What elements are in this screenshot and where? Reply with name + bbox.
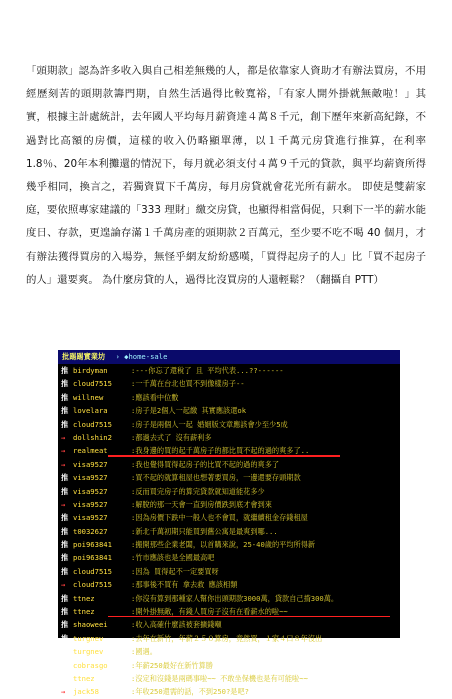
article-text [26, 60, 426, 292]
push-message: :因為房價下跌中一般人也不會買，就繼續租金存錢租屋 [131, 513, 308, 523]
push-row [58, 471, 400, 484]
push-user: dollshin2 [73, 432, 112, 442]
push-message: :搬開那些企業老闆，以首購來說，25-40歲的平均所得新 [131, 540, 316, 550]
push-message: :那事後不買有 拿去救 應該相類 [131, 580, 238, 590]
push-user: visa9527 [73, 473, 108, 483]
push-user: visa9527 [73, 513, 108, 523]
push-tag: 推 [61, 513, 69, 523]
push-tag: 推 [61, 593, 69, 603]
push-user: cloud7515 [73, 379, 112, 389]
push-list [58, 364, 400, 699]
push-tag: 推 [61, 379, 69, 389]
push-message: :我也覺得買得起房子的比買不起的過的爽多了 [131, 459, 280, 469]
push-user: poi963841 [73, 540, 112, 550]
push-row [58, 578, 400, 591]
push-row [58, 551, 400, 564]
push-tag: 推 [61, 406, 69, 416]
push-user: visa9527 [73, 486, 108, 496]
push-message: :房子是2個人一起繳 其實應該還ok [131, 406, 247, 416]
push-user: lovelara [73, 406, 108, 416]
push-row [58, 525, 400, 538]
push-message: :國遇。 [131, 647, 157, 657]
push-row [58, 485, 400, 498]
push-row [58, 632, 400, 645]
push-tag: 推 [61, 647, 69, 657]
push-tag: 推 [61, 607, 69, 617]
article-paragraph: 「頭期款」認為許多收入與自己相差無幾的人，都是依靠家人資助才有辦法買房，不用經歷刻苦的頭期款籌門期，自然生活過得比較寬裕，「有家人開外掛就無敵啦！」其實，根據主計處統計，去年國人平均每月薪資達４萬８千元，創下歷年來新高紀錄，不過對比高額的房價，這樣的收入仍略顯單薄，以１千萬元房貸進行推算，在利率1.8％、20年本利攤還的情況下，每月就必須支付４萬９千元的貸款，與平均薪資所得幾乎相同，換言之，若獨資買下千萬房，每月房貸就會花光所有薪水。 即使是雙薪家庭，要依照專家建議的「333 理財」繳交房貸，也顯得相當侷促，只剩下一半的薪水能度日、存款，更遑論存滿１千萬房產的頭期款２百萬元，至少要不吃不喝 40 個月，才有辦法獲得買房的入場券，無怪乎網友紛紛感嘆，「買得起房子的人」比「買不起房子的人」還要爽。 為什麼房貸的人，過得比沒買房的人還輕鬆？（翻攝自 PTT） [26, 65, 426, 286]
push-tag: → [61, 687, 66, 697]
push-message: :買不起的就算租屋也想著要買房，一邊還要存頭期款 [131, 473, 301, 483]
push-message: :我身邊的買的起千萬房子的都比買不起的過的爽多了.. [131, 446, 310, 456]
ptt-screenshot [58, 350, 400, 697]
push-user: cloud7515 [73, 566, 112, 576]
push-tag: 推 [61, 620, 69, 630]
push-user: cloud7515 [73, 419, 112, 429]
push-tag: 推 [61, 419, 69, 429]
push-user: cloud7515 [73, 580, 112, 590]
push-message: :因為 買得起不一定要買呀 [131, 566, 219, 576]
push-row [58, 458, 400, 471]
push-message: :去年在新竹，年薪２５０算房，竟然買，１家４口８年沒出 [131, 633, 323, 643]
push-user: turgnev [73, 633, 104, 643]
push-row [58, 538, 400, 551]
push-row [58, 685, 400, 698]
push-user: ttnez [73, 607, 95, 617]
push-user: cobrasgo [73, 660, 108, 670]
push-row [58, 404, 400, 417]
push-message: :---你忘了還稅了 且 平均代表...??------ [131, 366, 284, 375]
push-user: willnew [73, 392, 104, 402]
push-user: poi963841 [73, 553, 112, 563]
push-user: visa9527 [73, 499, 108, 509]
push-message: :應該看中位數 [131, 392, 179, 402]
push-tag: → [61, 459, 66, 469]
push-tag: 推 [61, 366, 69, 375]
push-user: realmeat [73, 446, 108, 456]
push-row [58, 672, 400, 685]
push-tag: 推 [61, 566, 69, 576]
push-message: :開外掛無敵，有錢人買房子沒有在看薪水的啦~~ [131, 607, 288, 617]
push-message: :竹市應該也是全國最高吧 [131, 553, 215, 563]
push-row [58, 511, 400, 524]
push-row [58, 418, 400, 431]
push-row [58, 605, 400, 618]
push-message: :反而買完房子的算完貸款就知道能花多少 [131, 486, 265, 496]
push-row [58, 498, 400, 511]
push-user: shaoweei [73, 620, 108, 630]
push-user: ttnez [73, 673, 95, 683]
push-user: birdyman [73, 366, 108, 375]
push-message: :一千萬在台北也買不到像樣房子-- [131, 379, 245, 389]
ptt-board-path: › ◆home-sale [115, 352, 168, 361]
push-row [58, 618, 400, 631]
push-row [58, 592, 400, 605]
push-row [58, 659, 400, 672]
push-message: :解脫的那一天會一直到房價跌到底才會到來 [131, 499, 272, 509]
ptt-header [58, 350, 400, 364]
push-tag: 推 [61, 633, 69, 643]
push-user: turgnev [73, 647, 104, 657]
push-tag: 推 [61, 473, 69, 483]
ptt-board-name: 批踢踢實業坊 [62, 352, 106, 361]
push-row [58, 565, 400, 578]
push-row [58, 645, 400, 658]
push-tag: → [61, 499, 66, 509]
push-message: :都過去式了 沒有薪利多 [131, 432, 212, 442]
push-row [58, 431, 400, 444]
push-message: :年薪250最好在新竹算勝 [131, 660, 213, 670]
push-tag: 推 [61, 660, 69, 670]
push-message: :收入高確什麼該被套擴錢噸 [131, 620, 222, 630]
push-tag: → [61, 580, 66, 590]
push-tag: 推 [61, 553, 69, 563]
push-tag: 推 [61, 673, 69, 683]
push-row [58, 444, 400, 457]
push-message: :年收250還需的話，不到250?是吧? [131, 687, 250, 697]
push-row [58, 391, 400, 404]
push-message: :房子是兩個人一起 婚姻版文章應該會少至少5成 [131, 419, 288, 429]
push-user: t0032627 [73, 526, 108, 536]
push-tag: → [61, 432, 66, 442]
push-row [58, 377, 400, 390]
push-message: :你沒有算到那種家人幫你出頭期款3000萬，貸款自己揹300萬。 [131, 593, 339, 603]
push-tag: 推 [61, 540, 69, 550]
push-user: visa9527 [73, 459, 108, 469]
push-message: :沒定和沒錢是兩碼事啦~~ 不敢坐保機也是有可能啦~~ [131, 673, 308, 683]
push-tag: 推 [61, 392, 69, 402]
push-tag: → [61, 446, 66, 456]
push-user: jack58 [73, 687, 99, 697]
push-tag: 推 [61, 486, 69, 496]
push-tag: 推 [61, 526, 69, 536]
push-message: :新北千萬初期只能買到舊公寓是最爽到哪... [131, 526, 278, 536]
push-user: ttnez [73, 593, 95, 603]
push-row [58, 364, 400, 377]
